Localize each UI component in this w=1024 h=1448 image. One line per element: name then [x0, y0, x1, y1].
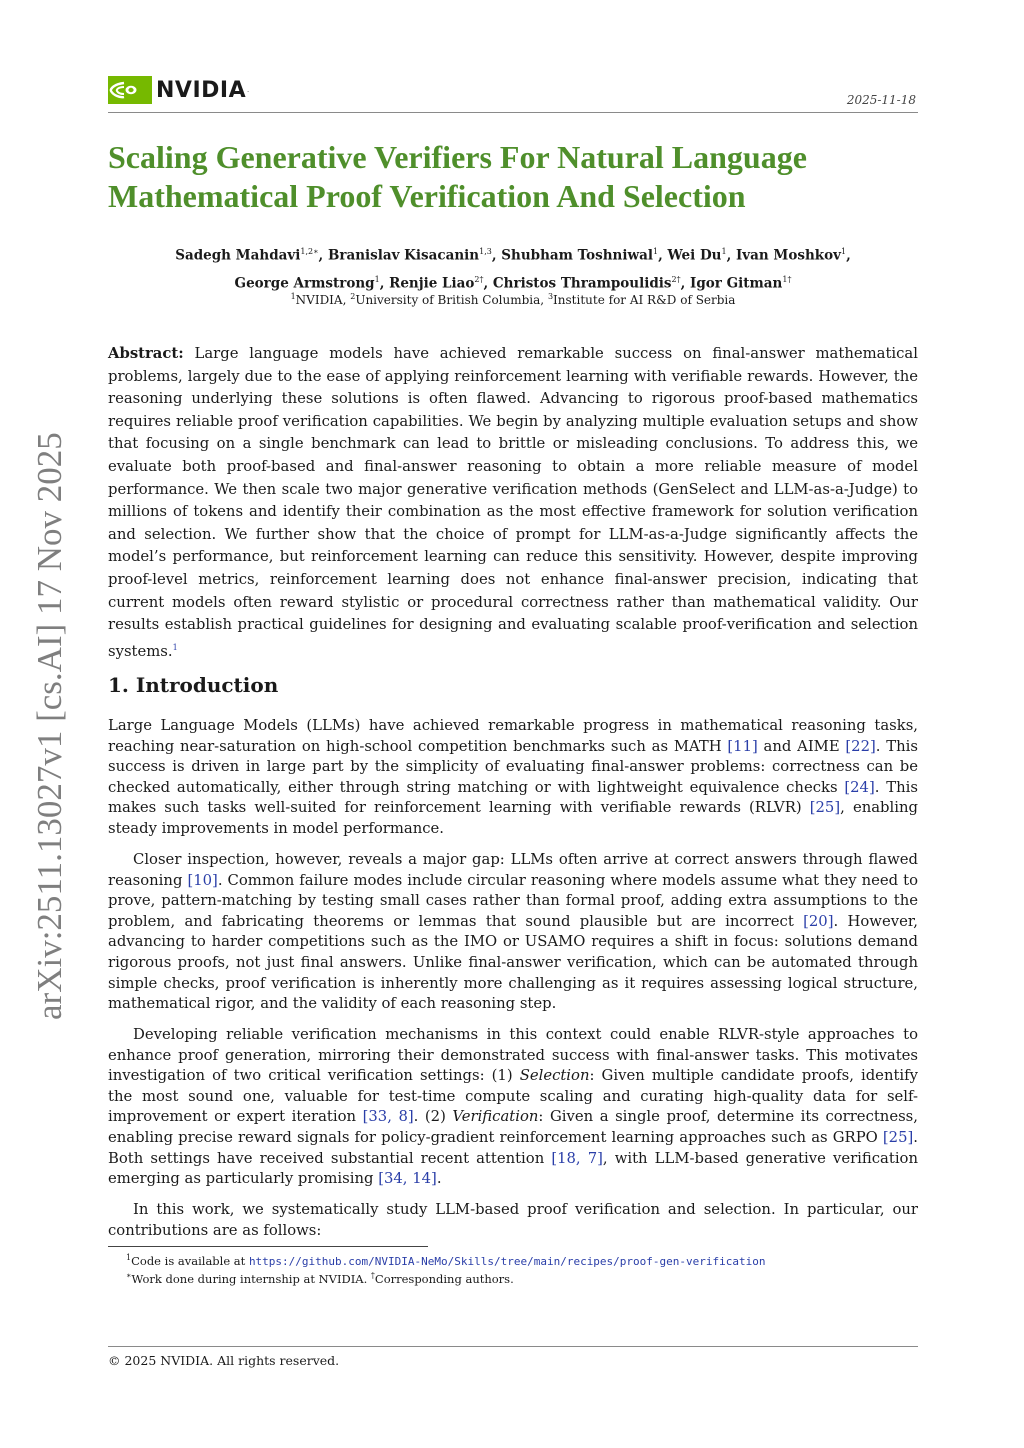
citation-link[interactable]: [24]: [844, 778, 875, 796]
citation-link[interactable]: [25]: [809, 799, 841, 817]
footnote-1: [126, 1250, 766, 1270]
footnote-3-text: Corresponding authors.: [374, 1271, 514, 1286]
body-text: . This makes such tasks well-suited for reinforcement learning with verifiable rewards (RLVR): [108, 778, 918, 817]
footnote-divider: [108, 1246, 428, 1247]
footnote-1-text: Code is available at: [131, 1253, 249, 1268]
intro-paragraph-2: [108, 850, 918, 1015]
copyright-notice: © 2025 NVIDIA. All rights reserved.: [108, 1353, 340, 1368]
trademark-mark: .: [247, 86, 250, 94]
publication-date: 2025-11-18: [846, 93, 916, 107]
footnote-2-text: Work done during internship at NVIDIA.: [131, 1271, 371, 1286]
footnote-1-mark: 1: [126, 1253, 132, 1262]
footnote-2: [126, 1268, 514, 1287]
citation-link[interactable]: [11]: [727, 737, 758, 755]
footer-divider: [108, 1346, 918, 1347]
footnote-2-mark: ∗: [126, 1271, 132, 1280]
body-text: . However, advancing to harder competitions such as the IMO or USAMO requires a shift in focus: solutions demand rigorous proofs, not just final answers. Unlike final-answer verification, which can be automated through simple checks, proof verification is inherently more challenging as it requires assessing logical structure, mathematical rigor, and the validity of each reasoning step.: [108, 912, 918, 1013]
author: Shubham Toshniwal: [501, 247, 653, 264]
nvidia-eye-icon: [108, 76, 152, 104]
author: Igor Gitman: [690, 275, 783, 291]
body-text: Large Language Models (LLMs) have achieved remarkable progress in mathematical reasoning tasks, reaching near-saturation on high-school competition benchmarks such as MATH: [108, 717, 918, 755]
intro-paragraph-3: [108, 1025, 918, 1190]
author-affiliation-mark: 2†: [671, 274, 681, 284]
author-list: Sadegh Mahdavi$^{1,2∗}$, Branislav Kisacanin$^{1,3}$, Shubham Toshniwal$^1$, Wei Du$^1$, Ivan Moshkov$^1$, George Armstrong$^1$, Renjie Liao$^{2\dagger}$, Christos Thrampoulidis$^{2\dagger}$, Igor Gitman$^{1\dagger}$: [175, 247, 851, 291]
citation-link[interactable]: [25]: [882, 1128, 914, 1146]
author: Renjie Liao: [389, 275, 475, 291]
nvidia-logo: [108, 76, 249, 104]
affiliation-name: NVIDIA,: [295, 293, 347, 307]
body-text: : Given multiple candidate proofs, identify the most sound one, valuable for test-time compute scaling and curating high-quality data for self-improvement or expert iteration: [108, 1067, 918, 1126]
citation-link[interactable]: [33, 8]: [362, 1108, 414, 1126]
author: Branislav Kisacanin: [327, 247, 480, 264]
citation-link[interactable]: [20]: [803, 912, 834, 930]
affiliations: [108, 292, 918, 307]
affiliation-mark: 3: [547, 292, 554, 301]
code-repository-link[interactable]: https://github.com/NVIDIA-NeMo/Skills/tree/main/recipes/proof-gen-verification: [248, 1254, 766, 1268]
author-affiliation-mark: 2†: [474, 274, 484, 284]
affiliation-mark: 1: [290, 292, 296, 301]
body-text: In this work, we systematically study LLM-based proof verification and selection. In particular, our contributions are as follows:: [108, 1201, 918, 1239]
author-affiliation-mark: 1,3: [479, 247, 492, 256]
abstract-label: Abstract:: [108, 345, 184, 362]
affiliation-mark: 2: [350, 292, 356, 301]
author: Sadegh Mahdavi: [175, 247, 301, 264]
citation-link[interactable]: [34, 14]: [378, 1170, 437, 1188]
body-text: . This success is driven in large part by the simplicity of evaluating final-answer problems: correctness can be checked automatically, either through string matching or with lightweight equivalence checks: [108, 737, 918, 796]
footnote-ref-link[interactable]: 1: [172, 642, 178, 652]
section-heading-introduction: 1. Introduction: [108, 673, 279, 697]
author: Ivan Moshkov: [735, 247, 841, 264]
arxiv-identifier: arXiv:2511.13027v1 [cs.AI] 17 Nov 2025: [30, 432, 69, 1020]
body-text: , enabling steady improvements in model performance.: [108, 799, 918, 837]
body-text: . Common failure modes include circular reasoning where models assume what they need to prove, pattern-matching by testing small cases rather than formal proof, adding extra assumptions to the problem, and fabricating theorems or lemmas that sound plausible but are incorrect: [108, 871, 918, 930]
affiliation-name: University of British Columbia,: [355, 293, 545, 307]
body-text: . Both settings have received substantial recent attention: [108, 1128, 918, 1167]
author-affiliation-mark: 1,2∗: [300, 247, 319, 256]
affiliation-name: Institute for AI R&D of Serbia: [553, 293, 736, 307]
citation-link[interactable]: [22]: [845, 737, 876, 755]
emphasis-text: Selection: [519, 1067, 590, 1085]
paper-title: Scaling Generative Verifiers For Natural Language Mathematical Proof Verification And Selection: [108, 139, 807, 214]
author-affiliation-mark: 1: [840, 247, 847, 256]
body-text: . (2): [413, 1108, 453, 1126]
author: Wei Du: [667, 247, 722, 264]
author-affiliation-mark: 1: [374, 274, 380, 284]
emphasis-text: Verification: [452, 1108, 539, 1126]
nvidia-wordmark: NVIDIA: [156, 77, 247, 103]
body-text: and AIME: [757, 737, 846, 755]
body-text: : Given a single proof, determine its correctness, enabling precise reward signals for policy-gradient reinforcement learning approaches such as GRPO: [108, 1108, 918, 1146]
body-text: Developing reliable verification mechanisms in this context could enable RLVR-style approaches to enhance proof generation, mirroring their demonstrated success with final-answer tasks. This motivates investigation of two critical verification settings: (1): [108, 1026, 918, 1085]
abstract: [108, 343, 918, 663]
body-text: , with LLM-based generative verification emerging as particularly promising: [108, 1149, 918, 1188]
citation-link[interactable]: [10]: [187, 871, 218, 889]
intro-paragraph-1: [108, 716, 918, 840]
author: George Armstrong: [234, 275, 375, 291]
author-affiliation-mark: 1†: [782, 274, 792, 284]
footnote-3-mark: †: [370, 1271, 375, 1280]
page-header: [108, 76, 918, 113]
author-affiliation-mark: 1: [652, 247, 659, 256]
intro-paragraph-4: [108, 1200, 918, 1241]
author-affiliation-mark: 1: [721, 247, 727, 256]
author: Christos Thrampoulidis: [492, 275, 672, 291]
body-text: Closer inspection, however, reveals a major gap: LLMs often arrive at correct answers through flawed reasoning: [108, 851, 918, 889]
citation-link[interactable]: [18, 7]: [551, 1149, 603, 1167]
abstract-text: Large language models have achieved remarkable success on final-answer mathematical problems, largely due to the ease of applying reinforcement learning with verifiable rewards. However, the reasoning underlying these solutions is often flawed. Advancing to rigorous proof-based mathematics requires reliable proof verification capabilities. We begin by analyzing multiple evaluation setups and show that focusing on a single benchmark can lead to brittle or misleading conclusions. To address this, we evaluate both proof-based and final-answer reasoning to obtain a more reliable measure of model performance. We then scale two major generative verification methods (GenSelect and LLM-as-a-Judge) to millions of tokens and identify their combination as the most effective framework for solution verification and selection. We further show that the choice of prompt for LLM-as-a-Judge significantly affects the model’s performance, but reinforcement learning can reduce this sensitivity. However, despite improving proof-level metrics, reinforcement learning does not enhance final-answer precision, indicating that current models often reward stylistic or procedural correctness rather than mathematical validity. Our results establish practical guidelines for designing and evaluating scalable proof-verification and selection systems.: [108, 345, 918, 660]
body-text: .: [436, 1170, 442, 1188]
